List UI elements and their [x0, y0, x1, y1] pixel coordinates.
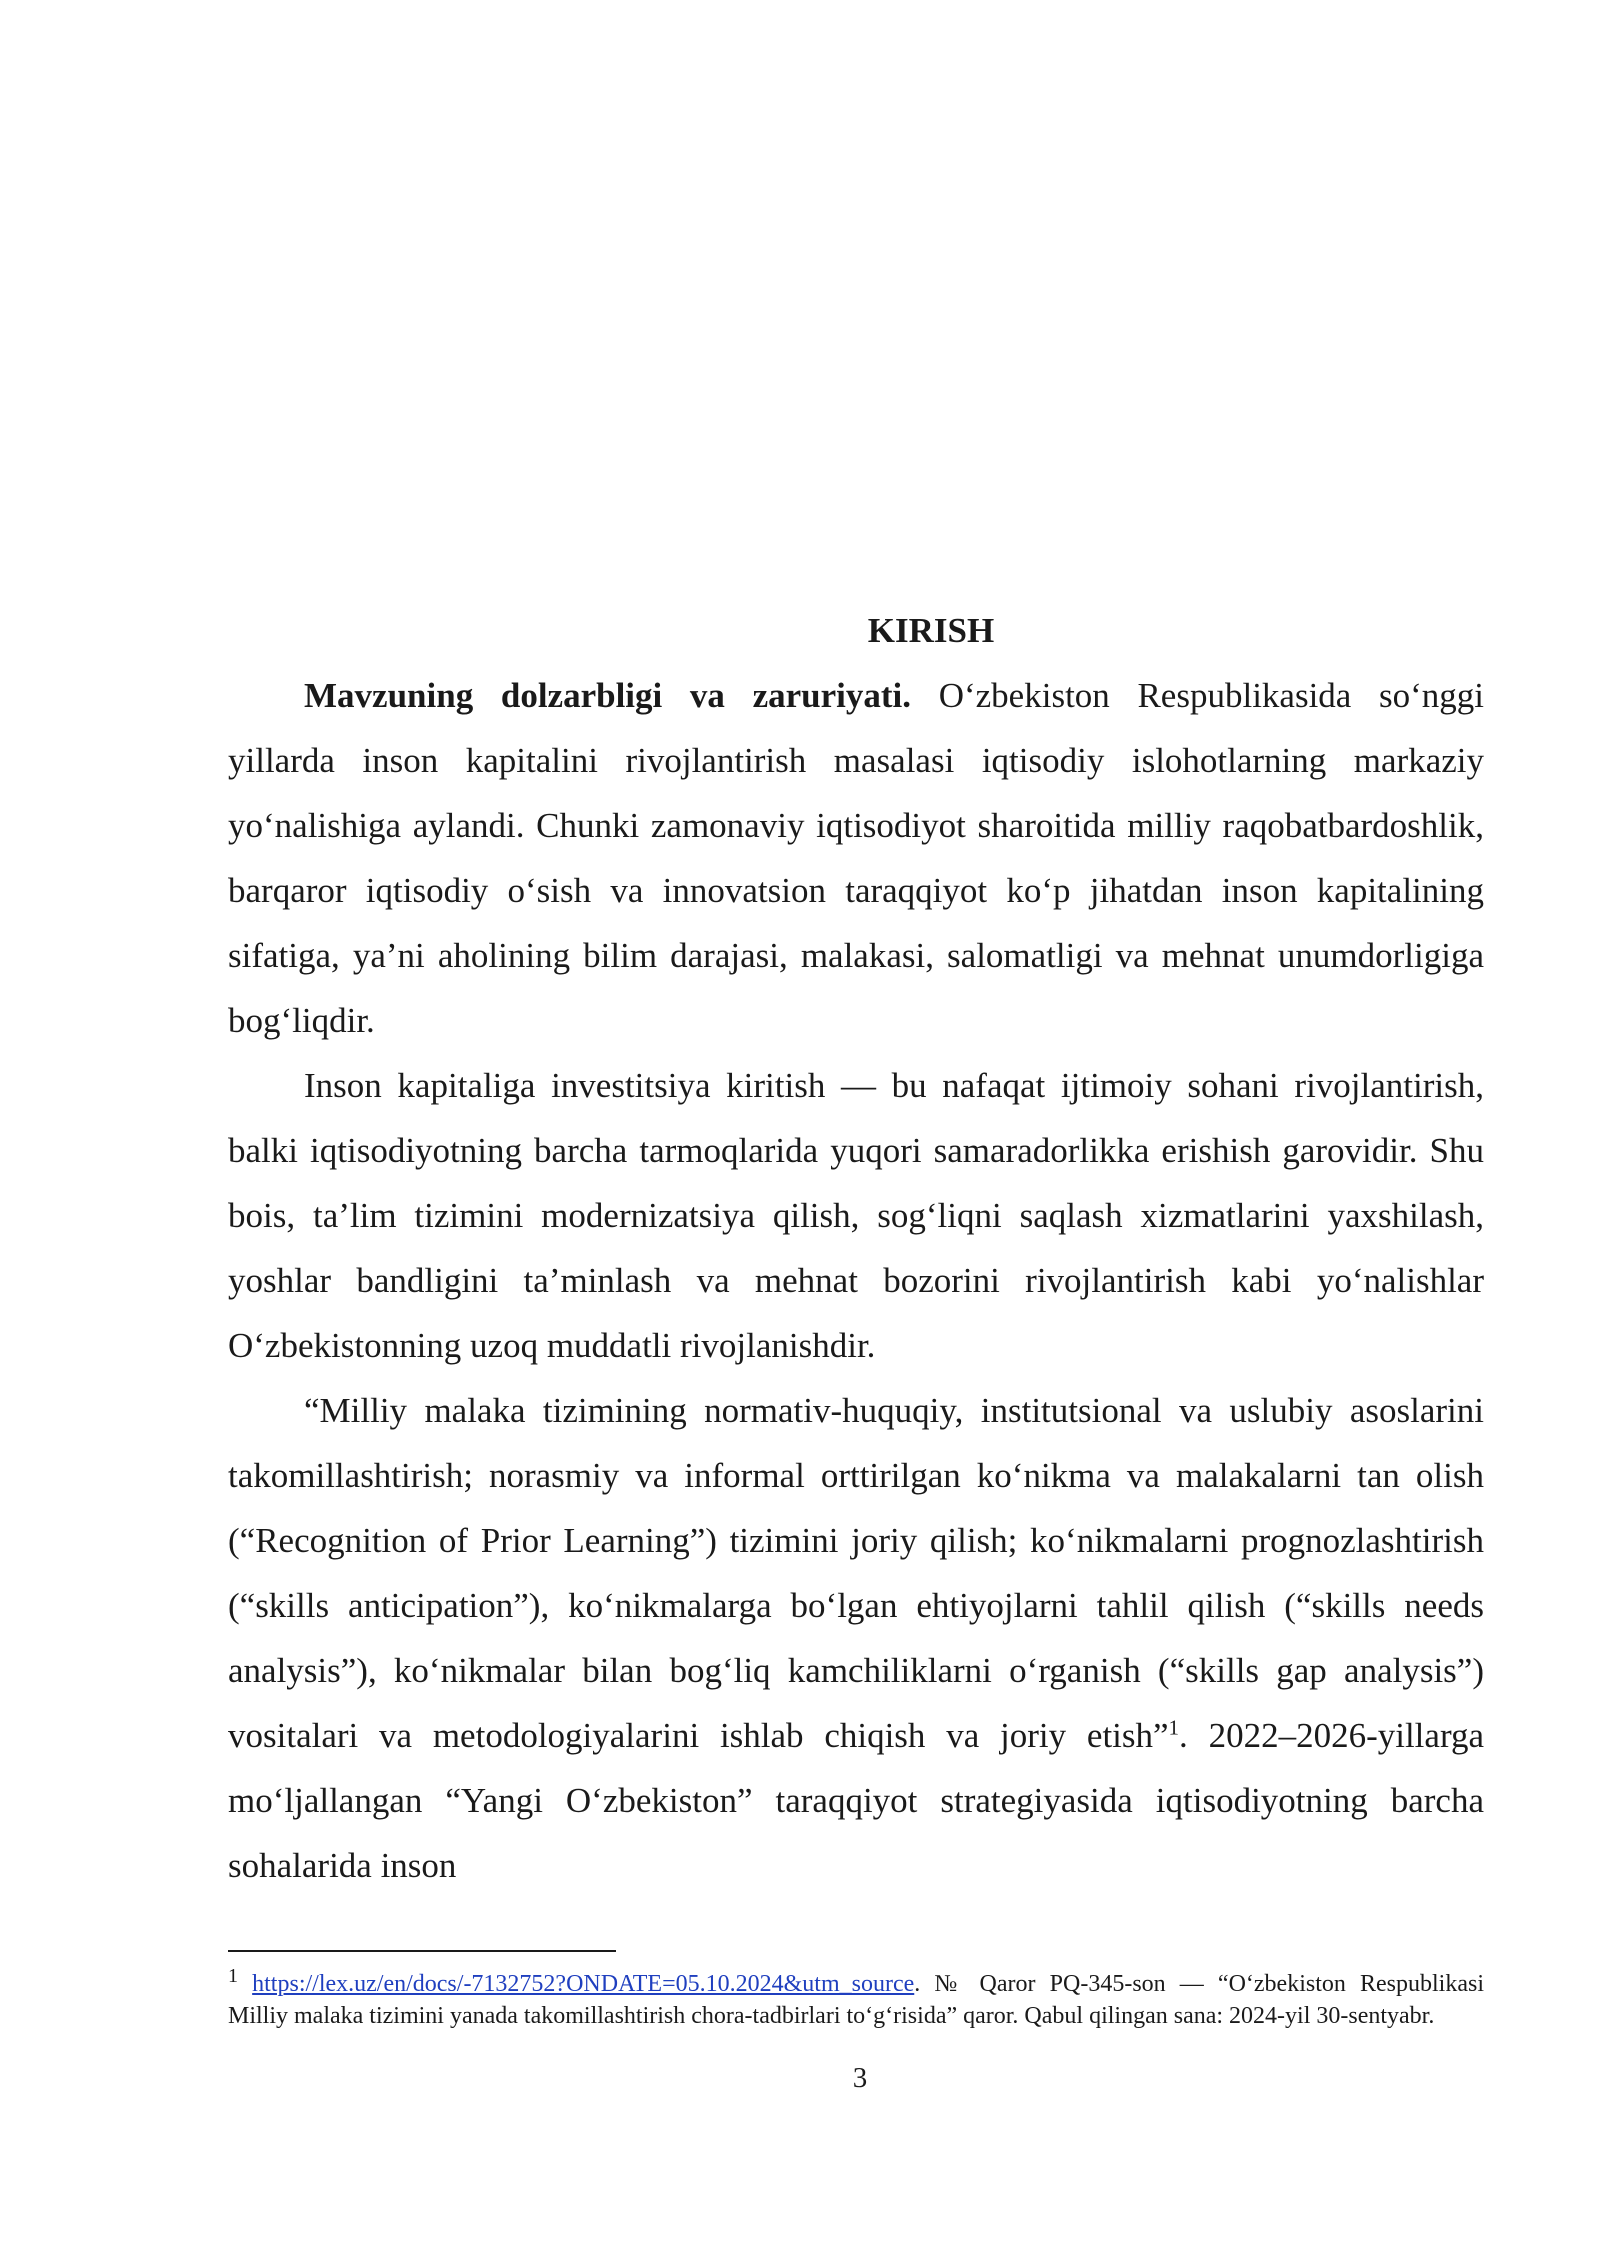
footnote [228, 1960, 1484, 2032]
section-heading: KIRISH [867, 611, 995, 650]
page-number: 3 [852, 2062, 868, 2094]
footnote-link[interactable]: https://lex.uz/en/docs/-7132752?ONDATE=05.10.2024&utm_source [252, 1971, 915, 1997]
paragraph-text: Inson kapitaliga investitsiya kiritish — bu nafaqat ijtimoiy sohani rivojlantirish, balki iqtisodiyotning barcha tarmoqlarida yuqori samaradorlikka erishish garovidir. Shu bois, ta’lim tizimini modernizatsiya qilish, sog‘liqni saqlash xizmatlarini yaxshilash, yoshlar bandligini ta’minlash va mehnat bozorini rivojlantirish kabi yo‘nalishlar O‘zbekistonning uzoq muddatli rivojlanishdir. [228, 1066, 1484, 1365]
footnote-separator [228, 1950, 616, 1952]
footnote-text: . № Qaror PQ-345-son — “O‘zbekiston Respublikasi Milliy malaka tizimini yanada takomillashtirish chora-tadbirlari to‘g‘risida” qaror. Qabul qilingan sana: 2024-yil 30-sentyabr. [228, 1971, 1485, 2029]
paragraph-text-before: “Milliy malaka tizimining normativ-huquqiy, institutsional va uslubiy asoslarini takomillashtirish; norasmiy va informal orttirilgan ko‘nikma va malakalarni tan olish (“Recognition of Prior Learning”) tizimini joriy qilish; ko‘nikmalarni prognozlashtirish (“skills anticipation”), ko‘nikmalarga bo‘lgan ehtiyojlarni tahlil qilish (“skills needs analysis”), ko‘nikmalar bilan bog‘liq kamchiliklarni o‘rganish (“skills gap analysis”) vositalari va metodologiyalarini ishlab chiqish va joriy etish” [228, 1391, 1484, 1755]
footnote-reference[interactable]: 1 [1168, 1715, 1180, 1740]
footnote-marker: 1 [228, 1965, 238, 1987]
paragraph-text-after: . 2022–2026-yillarga mo‘ljallangan “Yangi O‘zbekiston” taraqqiyot strategiyasida iqtisodiyotning barcha sohalarida inson [228, 1716, 1484, 1885]
paragraph-relevance [228, 663, 1484, 1053]
paragraph-lead: Mavzuning dolzarbligi va zaruriyati. [304, 676, 912, 715]
paragraph-investment [228, 1053, 1484, 1378]
paragraph-qualification [228, 1378, 1484, 1898]
paragraph-text: O‘zbekiston Respublikasida so‘nggi yillarda inson kapitalini rivojlantirish masalasi iqtisodiy islohotlarning markaziy yo‘nalishiga aylandi. Chunki zamonaviy iqtisodiyot sharoitida milliy raqobatbardoshlik, barqaror iqtisodiy o‘sish va innovatsion taraqqiyot ko‘p jihatdan inson kapitalining sifatiga, ya’ni aholining bilim darajasi, malakasi, salomatligi va mehnat unumdorligiga bog‘liqdir. [228, 676, 1485, 1040]
main-text [228, 598, 1484, 1898]
